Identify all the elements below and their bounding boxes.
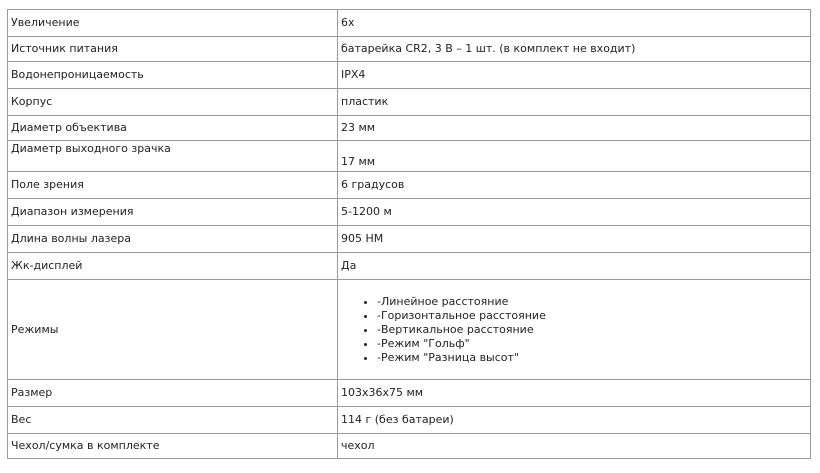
spec-label: Корпус [8,89,338,116]
list-item: • -Горизонтальное расстояние [377,309,807,323]
spec-value: 17 мм [338,141,811,172]
spec-value: 905 НМ [338,226,811,253]
list-item: • -Режим "Разница высот" [377,351,807,365]
spec-value: Да [338,253,811,280]
spec-label: Размер [8,380,338,407]
spec-label: Чехол/сумка в комплекте [8,434,338,459]
modes-list [341,295,807,365]
spec-label: Увеличение [8,10,338,37]
table-row [8,10,811,37]
spec-value: 114 г (без батареи) [338,407,811,434]
spec-label: Вес [8,407,338,434]
spec-value: 103х36х75 мм [338,380,811,407]
modes-cell [338,280,811,380]
spec-label: Диаметр выходного зрачка [8,141,338,172]
spec-label: Режимы [8,280,338,380]
spec-value: 5-1200 м [338,199,811,226]
spec-label: Источник питания [8,37,338,62]
table-row [8,407,811,434]
spec-label: Поле зрения [8,172,338,199]
table-row [8,37,811,62]
spec-label: Длина волны лазера [8,226,338,253]
table-row [8,89,811,116]
spec-value: IPX4 [338,62,811,89]
table-row [8,62,811,89]
spec-label: Диапазон измерения [8,199,338,226]
table-row [8,141,811,172]
table-row [8,199,811,226]
spec-label: Диаметр объектива [8,116,338,141]
spec-value: 23 мм [338,116,811,141]
spec-table-container [7,9,810,459]
list-item: • -Режим "Гольф" [377,337,807,351]
table-row [8,172,811,199]
list-item: • -Вертикальное расстояние [377,323,807,337]
table-row [8,280,811,380]
spec-value: чехол [338,434,811,459]
table-row [8,380,811,407]
specifications-table [7,9,811,459]
spec-value: батарейка CR2, 3 В – 1 шт. (в комплект не входит) [338,37,811,62]
spec-value: пластик [338,89,811,116]
spec-label: Жк-дисплей [8,253,338,280]
table-row [8,226,811,253]
table-row [8,253,811,280]
table-row [8,434,811,459]
spec-value: 6 градусов [338,172,811,199]
list-item: • -Линейное расстояние [377,295,807,309]
spec-value: 6х [338,10,811,37]
table-row [8,116,811,141]
spec-label: Водонепроницаемость [8,62,338,89]
